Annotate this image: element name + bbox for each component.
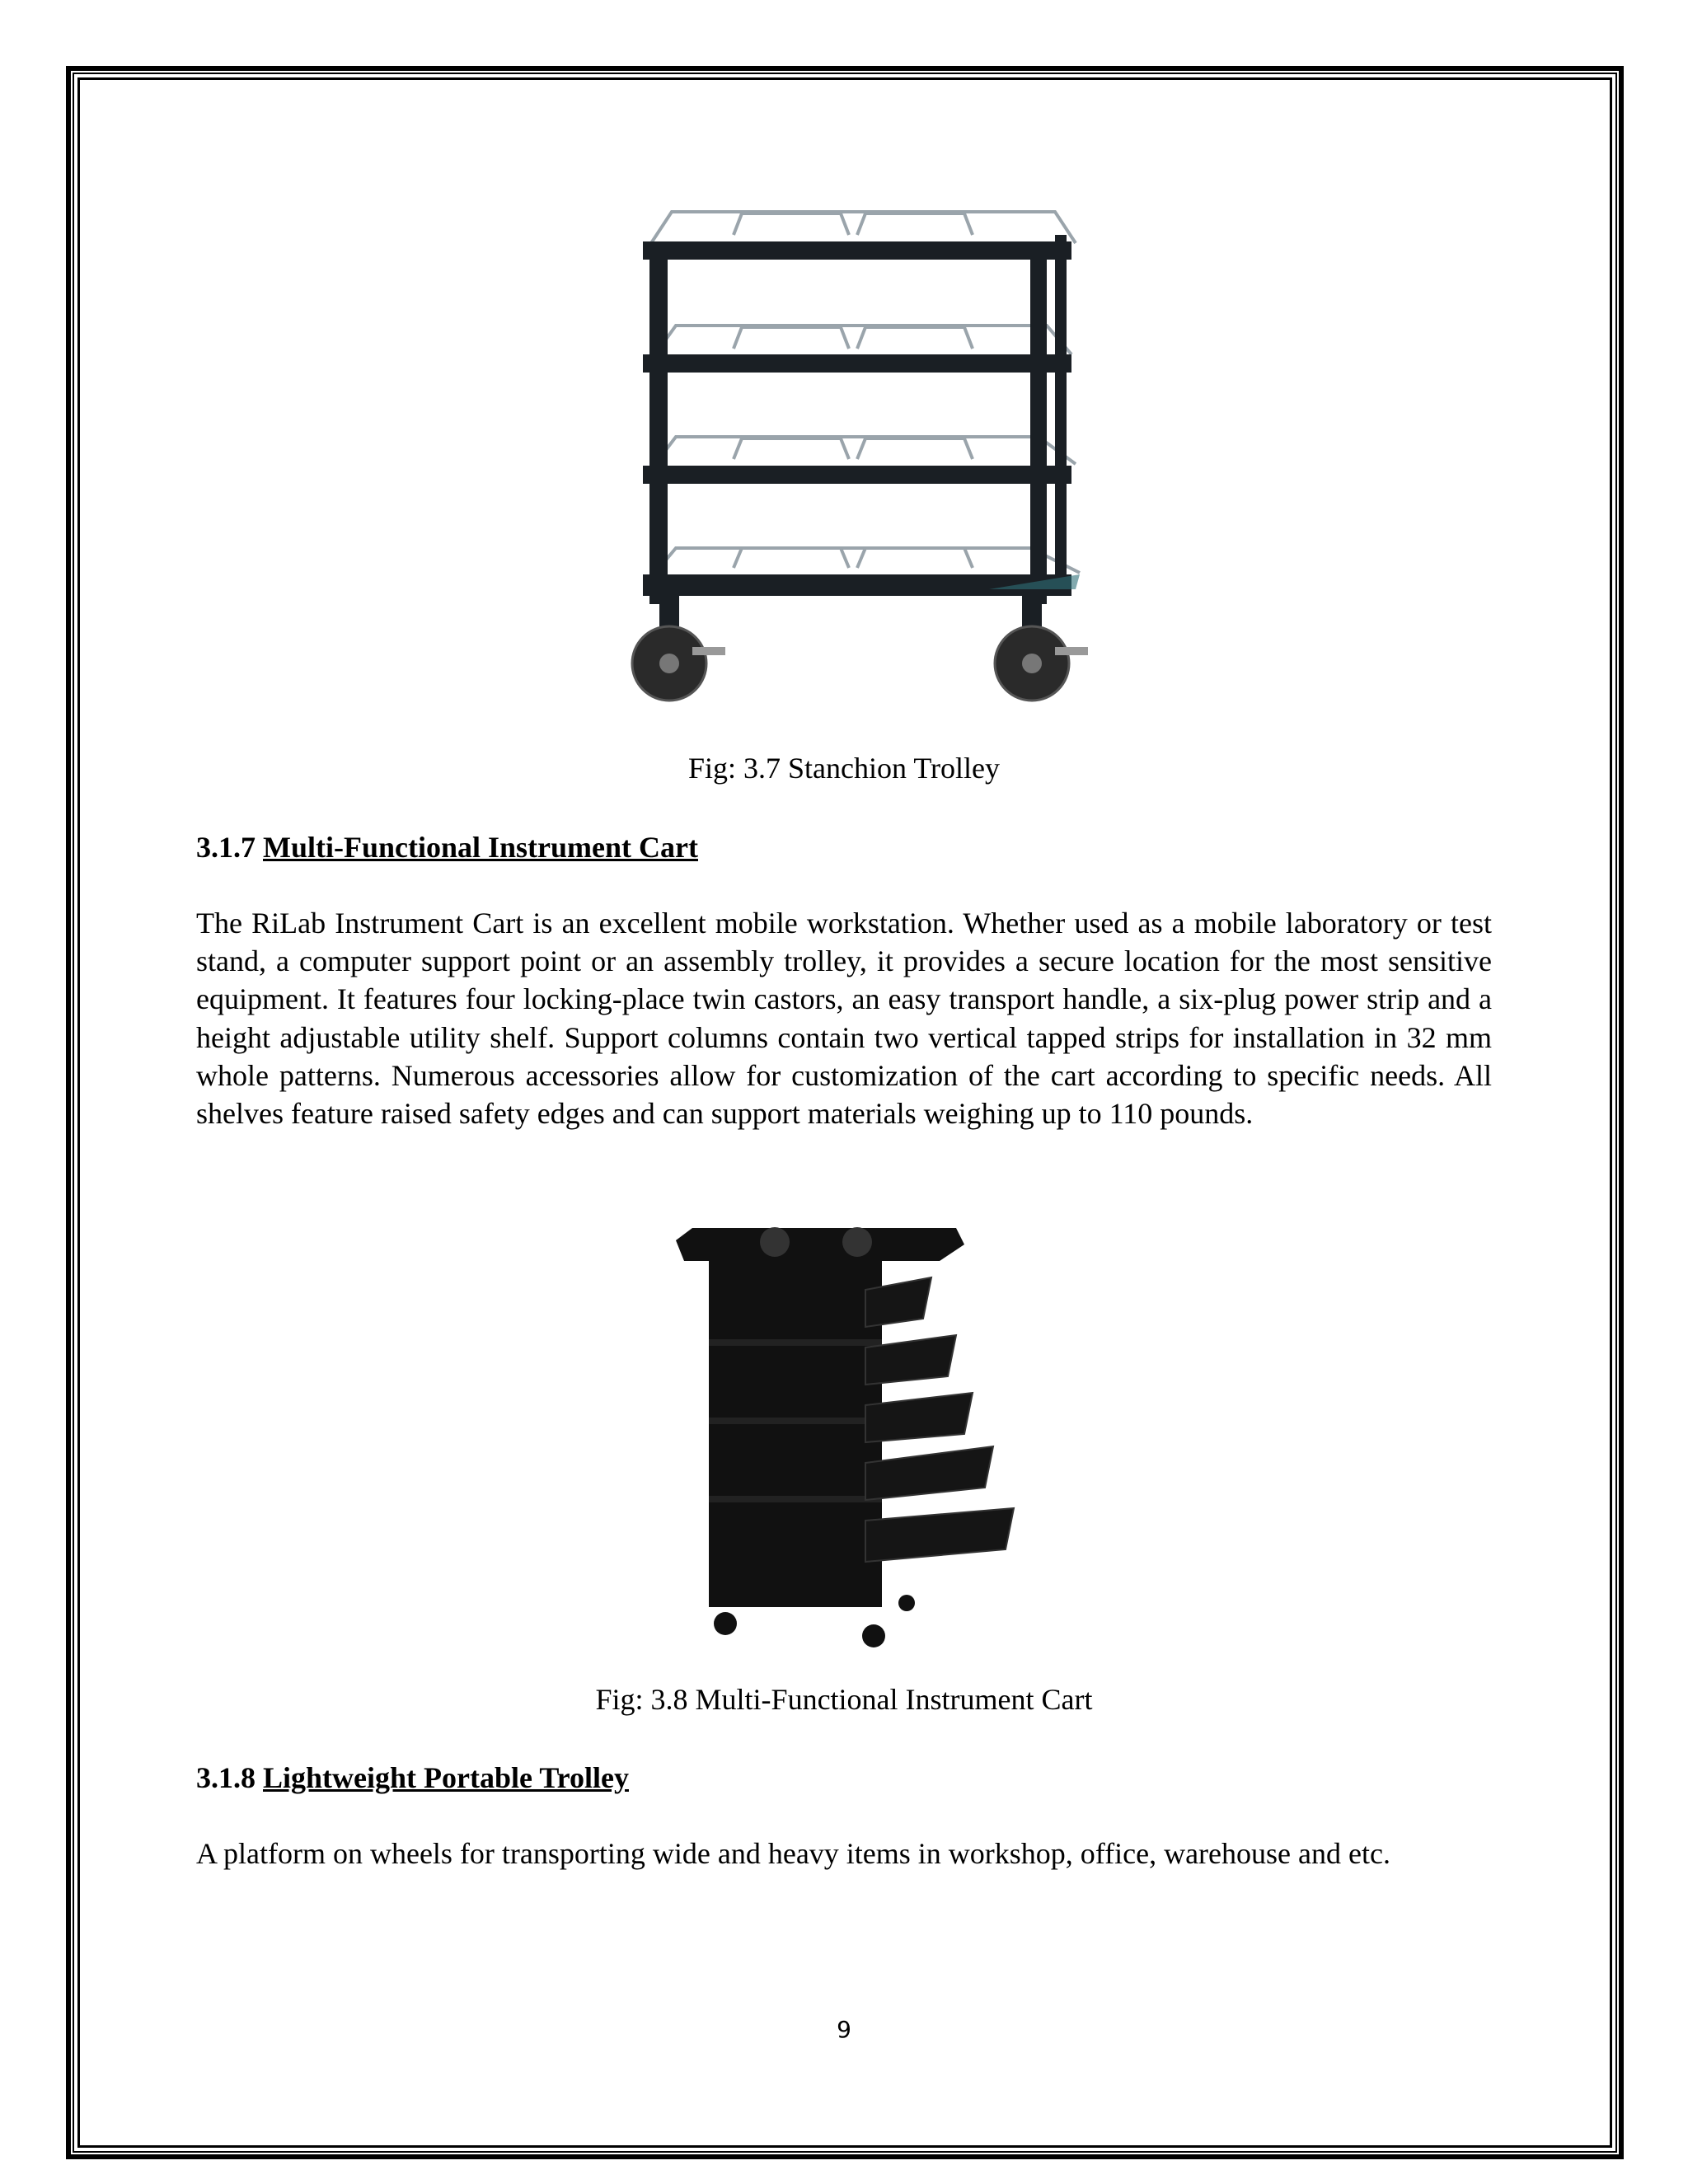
section-title: Multi-Functional Instrument Cart	[263, 831, 698, 864]
section-number: 3.1.8	[196, 1761, 256, 1794]
figure-caption: Fig: 3.7 Stanchion Trolley	[687, 752, 1001, 785]
figure-caption: Fig: 3.8 Multi-Functional Instrument Cart	[595, 1683, 1093, 1716]
section-heading	[196, 829, 698, 865]
section-number: 3.1.7	[196, 831, 256, 864]
section-heading	[196, 1760, 629, 1796]
instrument-cart-image	[659, 1224, 1055, 1652]
stanchion-trolley-image	[610, 202, 1088, 729]
page-number: 9	[837, 2016, 851, 2043]
section-title: Lightweight Portable Trolley	[263, 1761, 629, 1794]
section-paragraph: The RiLab Instrument Cart is an excellent mobile workstation. Whether used as a mobile laboratory or test stand, a computer support point or an assembly trolley, it provides a secure location for the most sensitive equipment. It features four locking-place twin castors, an easy transport handle, a six-plug power strip and a height adjustable utility shelf. Support columns contain two vertical tapped strips for installation in 32 mm whole patterns. Numerous accessories allow for customization of the cart according to specific needs. All shelves feature raised safety edges and can support materials weighing up to 110 pounds.	[196, 907, 1492, 1131]
section-paragraph: A platform on wheels for transporting wide and heavy items in workshop, office, warehouse and etc.	[196, 1837, 1390, 1870]
